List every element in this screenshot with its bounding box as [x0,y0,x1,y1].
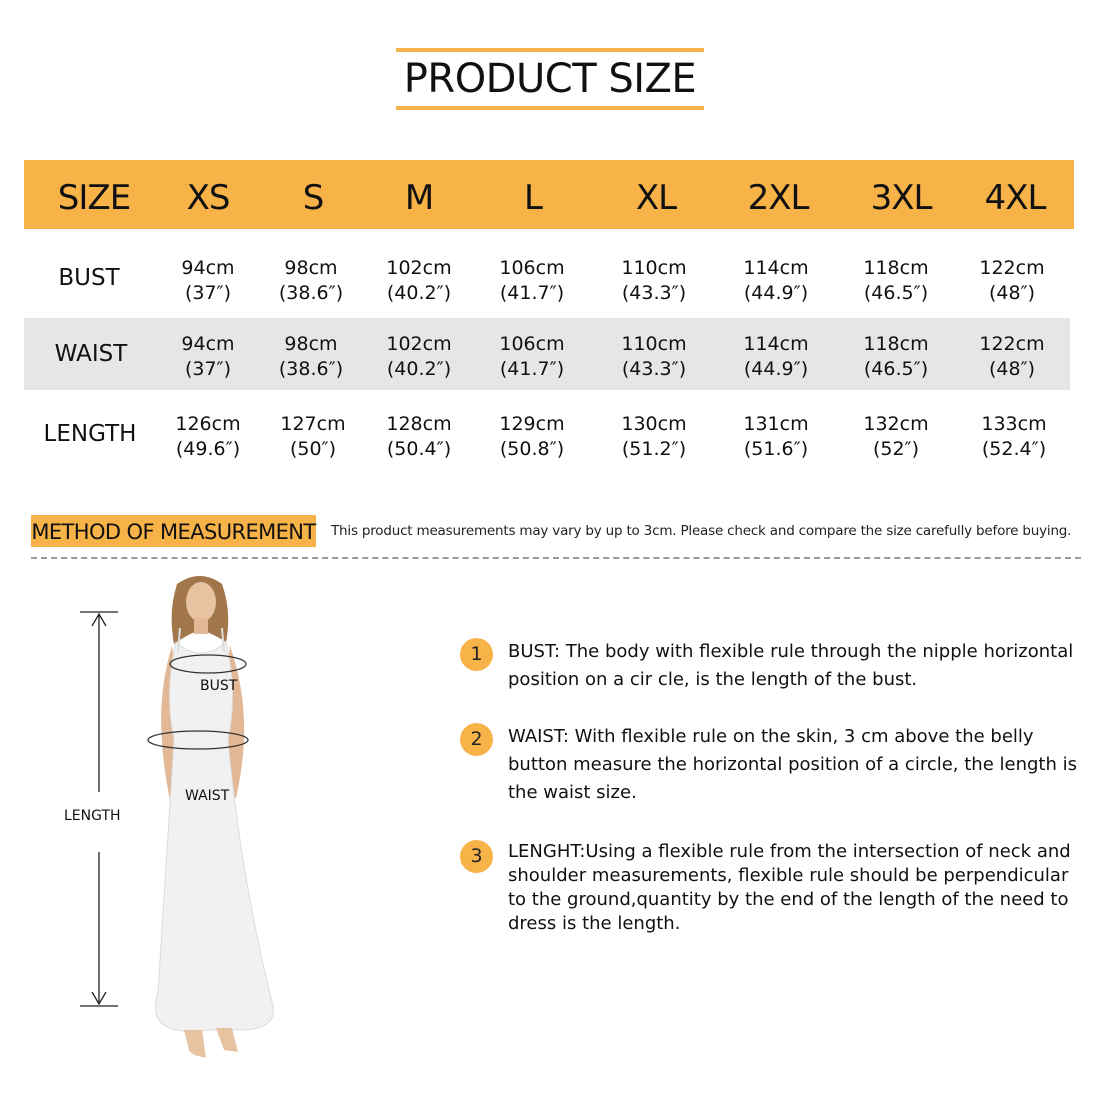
cell-inch: (43.3″) [621,282,687,304]
size-col-4xl: 4XL [984,178,1046,218]
size-col-m: M [404,178,434,218]
cell-inch: (50.8″) [499,438,565,460]
page-title-block [396,48,704,110]
table-cell [716,256,836,306]
page-title: PRODUCT SIZE [403,56,697,102]
cell-cm: 94cm [181,257,235,279]
step-number-badge: 3 [460,840,493,873]
instruction-text: BUST: The body with flexible rule through the nipple horizontal position on a cir cle, is the length of the bust. [508,641,1074,690]
cell-inch: (38.6″) [278,358,344,380]
cell-inch: (50″) [289,438,337,460]
cell-cm: 102cm [386,333,452,355]
cell-cm: 127cm [280,413,346,435]
cell-cm: 132cm [863,413,929,435]
cell-cm: 128cm [386,413,452,435]
cell-inch: (40.2″) [386,282,452,304]
table-row-length [24,398,1070,470]
table-cell [359,412,479,462]
figure-bust-label: BUST [200,678,238,694]
cell-cm: 122cm [979,333,1045,355]
table-cell [148,412,268,462]
size-table-header [24,160,1074,229]
table-cell [472,256,592,306]
figure-length-label: LENGTH [64,808,121,824]
model-figure [40,572,370,1082]
cell-inch: (44.9″) [743,282,809,304]
table-cell [594,412,714,462]
cell-inch: (51.2″) [621,438,687,460]
table-cell [253,412,373,462]
dress-illustration [40,572,370,1082]
size-col-xs: XS [186,178,230,218]
cell-cm: 98cm [284,257,338,279]
cell-cm: 106cm [499,257,565,279]
table-cell [594,256,714,306]
table-cell [148,332,268,382]
table-cell [359,256,479,306]
cell-inch: (40.2″) [386,358,452,380]
cell-inch: (51.6″) [743,438,809,460]
cell-inch: (50.4″) [386,438,452,460]
size-col-xl: XL [635,178,677,218]
cell-cm: 110cm [621,257,687,279]
method-of-measurement-label: METHOD OF MEASUREMENT [31,515,316,547]
instruction-text: LENGHT:Using a flexible rule from the intersection of neck and shoulder measurements, flexible rule should be perpendicular to the ground,quantity by the end of the length of the need to dress is the length. [508,841,1071,934]
row-label-waist: WAIST [54,341,128,367]
cell-inch: (52″) [872,438,920,460]
size-col-2xl: 2XL [747,178,809,218]
size-header-label: SIZE [57,178,131,218]
cell-cm: 114cm [743,257,809,279]
cell-cm: 118cm [863,257,929,279]
cell-inch: (49.6″) [175,438,241,460]
step-number-badge: 1 [460,638,493,671]
table-row-bust [24,242,1070,314]
size-col-3xl: 3XL [870,178,932,218]
table-cell [472,332,592,382]
row-label-bust: BUST [58,265,120,291]
table-cell [952,256,1072,306]
cell-cm: 130cm [621,413,687,435]
table-cell [952,332,1072,382]
table-cell [716,412,836,462]
table-cell [251,256,371,306]
table-cell [472,412,592,462]
step-number-badge: 2 [460,723,493,756]
cell-inch: (48″) [988,358,1036,380]
cell-cm: 114cm [743,333,809,355]
table-cell [716,332,836,382]
table-cell [594,332,714,382]
cell-cm: 102cm [386,257,452,279]
cell-cm: 94cm [181,333,235,355]
row-label-length: LENGTH [43,421,137,447]
cell-inch: (44.9″) [743,358,809,380]
table-row-waist [24,318,1070,390]
cell-cm: 118cm [863,333,929,355]
table-cell [251,332,371,382]
measurement-note: This product measurements may vary by up to 3cm. Please check and compare the size carefully before buying. [331,523,1072,539]
cell-cm: 98cm [284,333,338,355]
table-cell [836,412,956,462]
cell-cm: 110cm [621,333,687,355]
cell-cm: 133cm [981,413,1047,435]
dashed-divider [31,557,1081,559]
instruction-text: WAIST: With flexible rule on the skin, 3 cm above the belly button measure the horizontal position of a circle, the length is the waist size. [508,726,1077,803]
cell-cm: 126cm [175,413,241,435]
cell-cm: 131cm [743,413,809,435]
figure-waist-label: WAIST [185,788,230,804]
table-cell [954,412,1074,462]
cell-inch: (37″) [184,282,232,304]
cell-cm: 122cm [979,257,1045,279]
title-bottom-rule [396,106,704,110]
cell-inch: (43.3″) [621,358,687,380]
cell-cm: 129cm [499,413,565,435]
table-cell [148,256,268,306]
table-cell [836,256,956,306]
size-col-s: S [302,178,324,218]
size-col-l: L [524,178,542,218]
cell-inch: (46.5″) [863,358,929,380]
cell-inch: (41.7″) [499,358,565,380]
cell-inch: (46.5″) [863,282,929,304]
cell-inch: (52.4″) [981,438,1047,460]
cell-inch: (37″) [184,358,232,380]
table-cell [359,332,479,382]
cell-inch: (41.7″) [499,282,565,304]
cell-inch: (38.6″) [278,282,344,304]
table-cell [836,332,956,382]
cell-inch: (48″) [988,282,1036,304]
cell-cm: 106cm [499,333,565,355]
